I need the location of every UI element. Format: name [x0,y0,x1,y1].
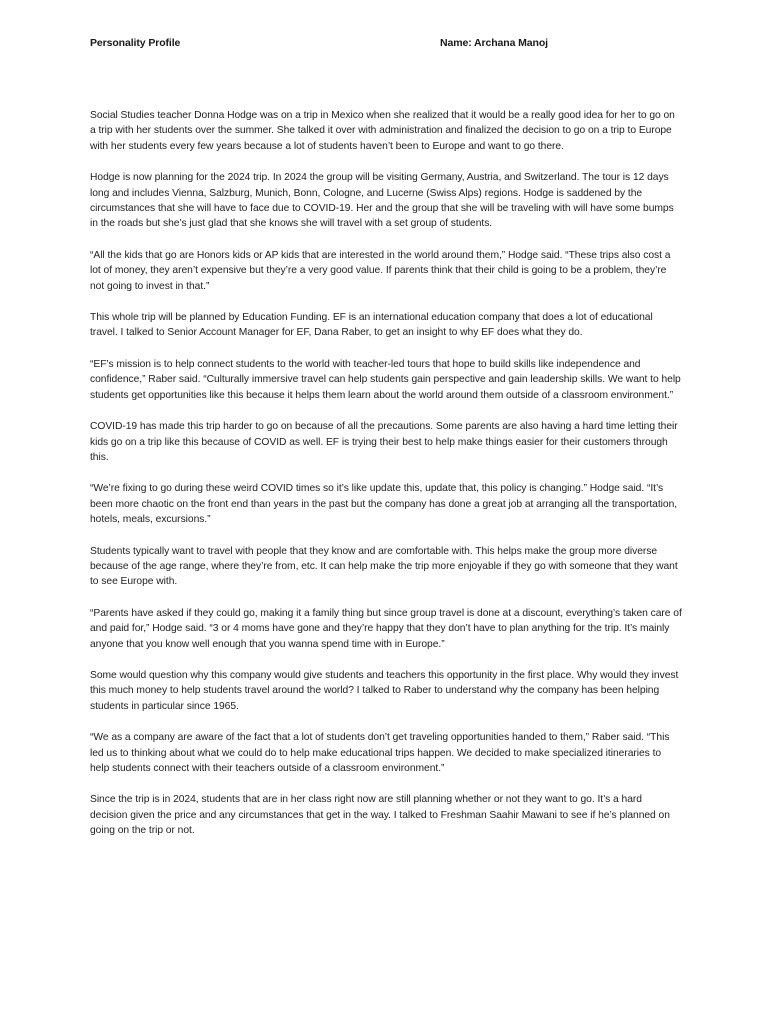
document-title: Personality Profile [90,37,181,49]
paragraph-12: Since the trip is in 2024, students that are in her class right now are still planning whether or not they want to go. It’s a hard decision given the price and any circumstances that get in the way. I talked to Freshman Saahir Mawani to see if he’s planned on going on the trip or not. [90,794,670,837]
paragraph-7: “We’re fixing to go during these weird COVID times so it’s like update this, update that, this policy is changing.” Hodge said. “It’s been more chaotic on the front end than years in the past but the company has done a great job at arranging all the transportation, hotels, meals, excursions.” [90,483,678,526]
paragraph-4: This whole trip will be planned by Education Funding. EF is an international education company that does a lot of educational travel. I talked to Senior Account Manager for EF, Dana Raber, to get an insight to why EF does what they do. [90,312,653,339]
author-name: Name: Archana Manoj [440,37,548,49]
paragraph-1: Social Studies teacher Donna Hodge was on a trip in Mexico when she realized that it would be a really good idea for her to go on a trip with her students over the summer. She talked it over with administration and finalized the decision to go on a trip to Europe with her students every few years because a lot of students haven’t been to Europe and want to go there. [90,110,675,152]
paragraph-11: “We as a company are aware of the fact that a lot of students don’t get traveling opportunities handed to them,” Raber said. “This led us to thinking about what we could do to help make educational trips happen. We decided to make specialized itineraries to help students connect with their teachers outside of a classroom environment.” [90,732,670,774]
paragraph-10: Some would question why this company would give students and teachers this opportunity in the first place. Why would they invest this much money to help students travel around the world? I talked to Raber to understand why the company has been helping students in particular since 1965. [90,669,679,712]
paragraph-8: Students typically want to travel with people that they know and are comfortable with. This helps make the group more diverse because of the age range, where they’re from, etc. It can help make the trip more enjoyable if they go with someone that they want to see Europe with. [90,545,678,588]
paragraph-5: “EF’s mission is to help connect students to the world with teacher-led tours that hope to build skills like independence and confidence,” Raber said. “Culturally immersive travel can help students gain perspective and gain leadership skills. We want to help students get opportunities like this because it helps them learn about the world around them outside of a classroom environment.” [90,358,681,401]
page-header [90,37,690,53]
paragraph-6: COVID-19 has made this trip harder to go on because of all the precautions. Some parents are also having a hard time letting their kids go on a trip like this because of COVID as well. EF is trying their best to help make things easier for their customers through this. [90,421,678,463]
paragraph-2: Hodge is now planning for the 2024 trip. In 2024 the group will be visiting Germany, Austria, and Switzerland. The tour is 12 days long and includes Vienna, Salzburg, Munich, Bonn, Cologne, and Lucerne (Swiss Alps) regions. Hodge is saddened by the circumstances that she will have to face due to COVID-19. Her and the group that she will be traveling with will have some bumps in the roads but she’s just glad that she knows she will travel with a set group of students. [90,172,674,230]
paragraph-9: “Parents have asked if they could go, making it a family thing but since group travel is done at a discount, everything’s taken care of and paid for,” Hodge said. “3 or 4 moms have gone and they’re happy that they don’t have to plan anything for the trip. It’s mainly anyone that you know well enough that you wanna spend time with in Europe.” [90,607,682,650]
article-body [90,108,682,855]
paragraph-3: “All the kids that go are Honors kids or AP kids that are interested in the world around them,” Hodge said. “These trips also cost a lot of money, they aren’t expensive but they’re a very good value. If parents think that their child is going to be a problem, they’re not going to invest in that.” [90,249,671,292]
